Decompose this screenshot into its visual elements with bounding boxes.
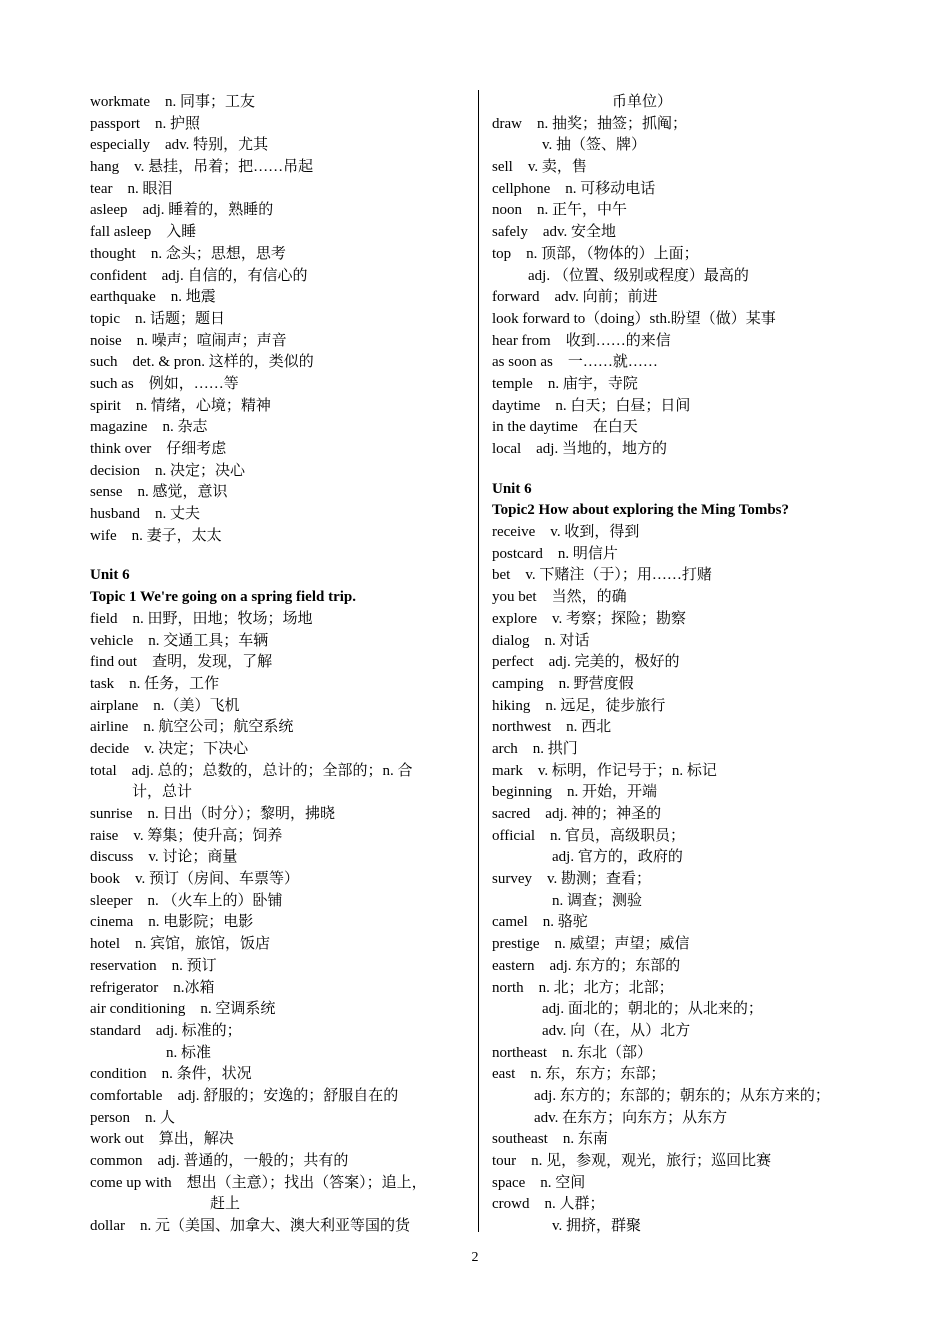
- vocab-entry: hear from 收到……的来信: [492, 332, 671, 349]
- vocab-entry: topic n. 话题；题日: [90, 310, 225, 327]
- vocab-entry: southeast n. 东南: [492, 1131, 608, 1148]
- vocab-entry: thought n. 念头；思想，思考: [90, 245, 286, 262]
- spacer: [90, 547, 462, 565]
- vocab-entry: sleeper n. （火车上的）卧铺: [90, 892, 283, 909]
- vocab-entry: n. 标准: [166, 1044, 212, 1061]
- vocab-entry: local adj. 当地的，地方的: [492, 441, 667, 457]
- vocab-entry: comfortable adj. 舒服的；安逸的；舒服自在的: [90, 1087, 399, 1104]
- vocab-entry: draw n. 抽奖；抽签；抓阄；: [492, 115, 687, 132]
- vocab-entry: adj. 官方的，政府的: [552, 849, 683, 866]
- vocab-entry: standard adj. 标准的；: [90, 1022, 242, 1039]
- vocab-entry: asleep adj. 睡着的，熟睡的: [90, 202, 274, 219]
- section-heading: Topic2 How about exploring the Ming Tombs?: [492, 502, 790, 519]
- column-divider: [478, 90, 479, 1232]
- vocab-entry: decision n. 决定；决心: [90, 462, 245, 479]
- vocab-entry: airplane n.（美）飞机: [90, 697, 240, 714]
- vocab-entry: discuss v. 讨论；商量: [90, 849, 238, 866]
- vocab-entry: work out 算出，解决: [90, 1131, 234, 1148]
- vocab-entry: tour n. 见，参观，观光，旅行；巡回比赛: [492, 1153, 772, 1169]
- section-heading: Topic 1 We're going on a spring field trip.: [90, 589, 357, 606]
- vocab-entry: adj. 面北的；朝北的；从北来的；: [542, 1001, 763, 1018]
- vocab-entry: sunrise n. 日出（时分）；黎明，拂晓: [90, 806, 335, 822]
- vocab-entry: as soon as 一……就……: [492, 354, 658, 371]
- vocab-entry: total adj. 总的；总数的，总计的；全部的；n. 合: [90, 762, 413, 779]
- vocab-entry: dialog n. 对话: [492, 632, 590, 649]
- vocab-entry: come up with 想出（主意）；找出（答案）；追上，: [90, 1174, 427, 1191]
- vocab-entry: such det. & pron. 这样的，类似的: [90, 354, 314, 371]
- vocab-entry: n. 调查；测验: [552, 892, 643, 909]
- vocab-entry: 赶上: [210, 1196, 241, 1213]
- vocab-entry: noise n. 噪声；喧闹声；声音: [90, 332, 287, 349]
- vocab-entry: refrigerator n.冰箱: [90, 979, 215, 996]
- vocab-entry: cellphone n. 可移动电话: [492, 180, 656, 197]
- vocab-entry: common adj. 普通的，一般的；共有的: [90, 1153, 349, 1169]
- vocab-entry: adj. 东方的；东部的；朝东的；从东方来的；: [534, 1087, 830, 1104]
- vocab-entry: bet v. 下赌注（于）；用……打赌: [492, 567, 712, 584]
- vocab-entry: safely adv. 安全地: [492, 224, 616, 241]
- vocab-entry: condition n. 条件，状况: [90, 1066, 252, 1083]
- vocab-entry: sense n. 感觉，意识: [90, 484, 228, 501]
- vocab-entry: person n. 人: [90, 1109, 175, 1126]
- vocab-entry: book v. 预订（房间、车票等）: [90, 871, 300, 888]
- left-column: [90, 92, 462, 1238]
- vocab-entry: daytime n. 白天；白昼；日间: [492, 397, 691, 414]
- vocab-entry: especially adv. 特别，尤其: [90, 137, 269, 154]
- vocab-entry: northeast n. 东北（部）: [492, 1044, 652, 1061]
- vocab-entry: postcard n. 明信片: [492, 545, 618, 562]
- vocab-entry: decide v. 决定；下决心: [90, 740, 249, 757]
- vocab-entry: perfect adj. 完美的，极好的: [492, 654, 680, 671]
- vocab-entry: such as 例如，……等: [90, 375, 239, 392]
- right-column: [492, 92, 872, 1238]
- vocab-entry: raise v. 筹集；使升高；饲养: [90, 827, 283, 844]
- vocab-entry: noon n. 正午，中午: [492, 202, 628, 219]
- vocab-entry: top n. 顶部，（物体的）上面；: [492, 245, 699, 262]
- vocab-entry: official n. 官员，高级职员；: [492, 827, 686, 844]
- section-heading: Unit 6: [90, 567, 130, 584]
- vocab-entry: north n. 北；北方；北部；: [492, 979, 674, 996]
- vocab-entry: passport n. 护照: [90, 115, 200, 132]
- vocab-entry: dollar n. 元（美国、加拿大、澳大利亚等国的货: [90, 1218, 410, 1235]
- vocab-entry: in the daytime 在白天: [492, 419, 638, 436]
- vocab-entry: cinema n. 电影院；电影: [90, 914, 254, 931]
- vocab-entry: spirit n. 情绪，心境；精神: [90, 397, 271, 414]
- vocab-entry: forward adv. 向前；前进: [492, 289, 658, 306]
- vocab-entry: 币单位）: [612, 94, 673, 110]
- vocab-entry: camel n. 骆驼: [492, 914, 588, 931]
- vocab-entry: tear n. 眼泪: [90, 180, 173, 197]
- vocab-entry: hang v. 悬挂，吊着；把……吊起: [90, 159, 314, 176]
- vocab-entry: husband n. 丈夫: [90, 506, 200, 523]
- vocab-entry: v. 拥挤，群聚: [552, 1218, 642, 1235]
- vocab-entry: earthquake n. 地震: [90, 289, 216, 306]
- vocab-entry: magazine n. 杂志: [90, 419, 208, 436]
- vocab-entry: receive v. 收到，得到: [492, 524, 640, 541]
- vocab-entry: arch n. 拱门: [492, 740, 578, 757]
- vocab-entry: adv. 向（在，从）北方: [542, 1022, 691, 1039]
- vocab-entry: adv. 在东方；向东方；从东方: [534, 1109, 728, 1126]
- vocab-entry: eastern adj. 东方的；东部的: [492, 957, 681, 974]
- page-number: 2: [471, 1250, 479, 1265]
- vocab-entry: adj. （位置、级别或程度）最高的: [528, 267, 749, 284]
- vocab-entry: airline n. 航空公司；航空系统: [90, 719, 294, 736]
- vocab-entry: northwest n. 西北: [492, 719, 612, 736]
- vocab-entry: space n. 空间: [492, 1174, 586, 1191]
- vocab-entry: sell v. 卖，售: [492, 159, 587, 176]
- spacer: [492, 461, 872, 479]
- vocab-entry: think over 仔细考虑: [90, 441, 227, 457]
- vocab-entry: crowd n. 人群；: [492, 1196, 605, 1213]
- vocab-entry: hiking n. 远足，徒步旅行: [492, 697, 666, 714]
- vocab-entry: vehicle n. 交通工具；车辆: [90, 632, 269, 649]
- vocab-entry: find out 查明，发现，了解: [90, 654, 273, 671]
- vocab-entry: task n. 任务，工作: [90, 675, 220, 692]
- vocab-entry: wife n. 妻子，太太: [90, 527, 222, 544]
- vocab-entry: look forward to（doing）sth.盼望（做）某事: [492, 310, 776, 327]
- vocab-entry: temple n. 庙宇，寺院: [492, 375, 638, 392]
- vocab-entry: air conditioning n. 空调系统: [90, 1001, 276, 1018]
- vocab-entry: beginning n. 开始，开端: [492, 784, 657, 801]
- vocab-entry: sacred adj. 神的；神圣的: [492, 806, 662, 822]
- vocab-entry: field n. 田野，田地；牧场；场地: [90, 610, 313, 627]
- vocab-entry: v. 抽（签、牌）: [542, 137, 647, 154]
- vocab-entry: reservation n. 预订: [90, 957, 217, 974]
- vocab-entry: hotel n. 宾馆，旅馆，饭店: [90, 936, 270, 953]
- vocab-entry: mark v. 标明，作记号于；n. 标记: [492, 762, 717, 779]
- vocab-entry: 计，总计: [132, 784, 193, 801]
- section-heading: Unit 6: [492, 480, 532, 497]
- vocab-entry: fall asleep 入睡: [90, 224, 197, 241]
- vocab-entry: explore v. 考察；探险；勘察: [492, 610, 687, 627]
- vocab-entry: confident adj. 自信的，有信心的: [90, 267, 308, 284]
- vocab-entry: you bet 当然，的确: [492, 589, 627, 606]
- vocab-entry: workmate n. 同事；工友: [90, 94, 255, 110]
- vocab-entry: prestige n. 威望；声望；威信: [492, 936, 690, 953]
- vocab-entry: survey v. 勘测；查看；: [492, 871, 652, 888]
- vocab-entry: east n. 东，东方；东部；: [492, 1066, 666, 1083]
- vocab-entry: camping n. 野营度假: [492, 675, 634, 692]
